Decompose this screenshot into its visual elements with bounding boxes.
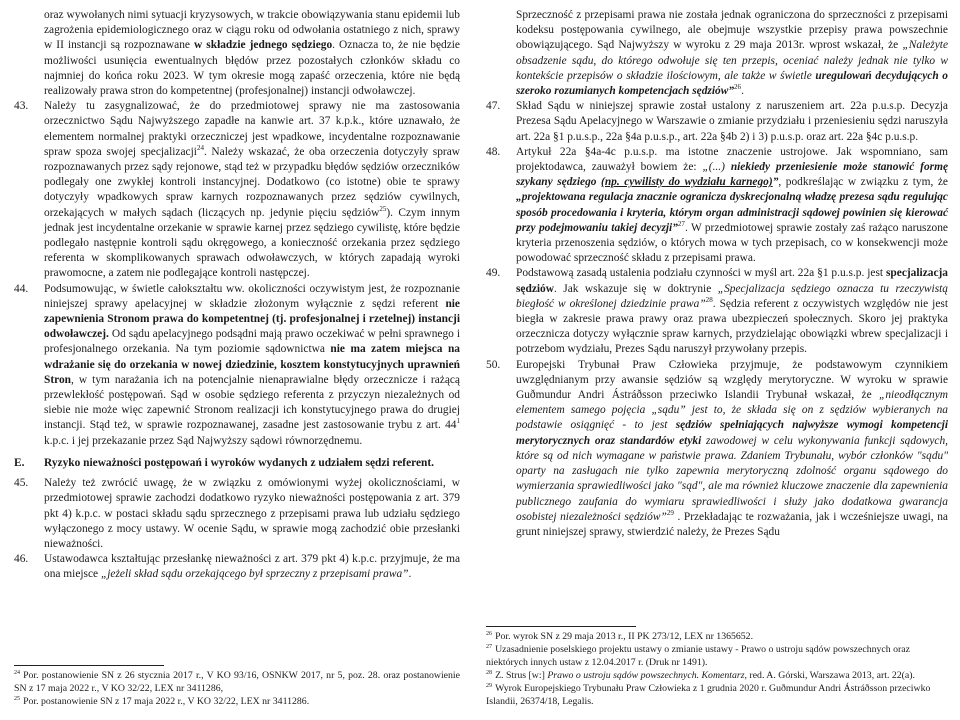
paragraph-number: 47. xyxy=(486,100,501,113)
text-run: . Sędzia referent z oczywistych względów nie jest biegła w zakresie prawa prawy oraz prawa ubezpieczeń społecznych. Skoro jej praktyka orzecznicza dotyczy wyłącznie spraw karnych, przydzielając obowiązki wbrew specjalizacji i potrzebom wydziału, Prezes Sądu naruszył przywołany przepis. xyxy=(516,297,949,356)
text-run: . Oznacza to, że nie będzie możliwości usunięcia ewentualnych błędów przez pozostałych członków składu co najmniej do końca roku 2023. W tym okresie mogą zapaść orzeczenia, które nie będą realizowały prawa stron do kompetentnej (profesjonalnej) instancji odwoławczej. xyxy=(44,39,460,98)
paragraph-text xyxy=(44,476,460,552)
text-run: specjalizacja sędziów xyxy=(516,267,948,295)
paragraph-text xyxy=(516,358,948,540)
text-run: Sprzeczność z przepisami prawa nie została jednak ograniczona do sprzeczności z przepisami kodeksu postępowania cywilnego, ale obejmuje wszystkie przepisy prawa powszechnie obowiązującego. Sąd Najwyższy w wyroku z 29 maja 2013r. wprost wskazał, że xyxy=(516,9,948,52)
text-run: nie ma zatem miejsca na wdrażanie się do orzekania w nowej dziedzinie, kosztem konstytucyjnych uprawnień Stron xyxy=(44,343,460,386)
footnote-marker: 25 xyxy=(14,695,21,702)
text-run: (np. cywilisty do wydziału karnego) xyxy=(601,176,773,189)
paragraph-number xyxy=(486,8,516,99)
paragraph xyxy=(486,358,948,540)
paragraph-text xyxy=(516,99,948,145)
text-run: . Jak wskazuje się w doktrynie xyxy=(553,282,718,295)
footnote-ref: 24 xyxy=(196,144,204,153)
text-run: Z. Strus [w:] xyxy=(495,670,548,681)
text-run: Ustawodawca kształtując przesłankę nieważności z art. 379 pkt 4) k.p.c. przyjmuje, że ma ona miejsce xyxy=(44,553,460,581)
paragraph-number: 49. xyxy=(486,267,501,280)
footnote xyxy=(486,643,948,669)
paragraph xyxy=(486,99,948,145)
text-run: uregulowań decydujących o szeroko rozumianych kompetencjach sędziów” xyxy=(516,69,948,98)
paragraph-text xyxy=(44,282,460,449)
text-run: Prawo o ustroju sądów powszechnych. Komentarz xyxy=(547,670,745,681)
paragraph xyxy=(14,552,460,582)
text-run: Europejski Trybunał Praw Człowieka przyjmuje, że podstawowym czynnikiem uwzględnianym przy awansie sędziów są względy merytoryczne. W wyroku w sprawie Guðmundur Andri Ástráðsson przeciwko Islandii Trybunał wskazał, że xyxy=(516,358,948,402)
text-run: niekiedy przeniesienie może stanowić formę szykany sędziego xyxy=(516,161,949,189)
text-run: oraz wywołanych nimi sytuacji kryzysowych, w trakcie obowiązywania stanu epidemii lub zagrożenia epidemiologicznego oraz w ciągu roku od odwołania ostatniego z nich, sprawy w II instancji są rozpoznawane xyxy=(44,9,460,52)
text-run: . Przekładając te rozważania, jak i wcześniejsze uwagi, na grunt niniejszej sprawy, stwierdzić należy, że Prezes Sądu xyxy=(516,510,948,538)
paragraph-number: 43. xyxy=(14,100,29,113)
text-run: zawodowej w celu wykonywania funkcji sądowych, które są od nich wymagane w państwie prawa. Zdaniem Trybunału, wybór członków "sądu" oparty na zasługach nie tylko zapewnia merytoryczną zdolność organu sądowego do wymierzania sprawiedliwości jako "sąd", ale ma również kluczowe znaczenie dla zapewnienia publicznego zaufania do wymiaru sprawiedliwości i służy jako dodatkowa gwarancja osobistej niezależności sędziów” xyxy=(516,434,948,523)
text-run: „jeżeli skład sądu orzekającego był sprzeczny z przepisami prawa” xyxy=(100,568,409,581)
text-run: Podsumowując, w świetle całokształtu ww. okoliczności oczywistym jest, że rozpoznanie niniejszej sprawy apelacyjnej w składzie złożonym wyłącznie z sędzi referent xyxy=(44,282,460,310)
footnote-ref: 26 xyxy=(734,83,742,92)
paragraph-number: 44. xyxy=(14,282,29,295)
text-run: Należy też zwrócić uwagę, że w związku z omówionymi wyżej okolicznościami, w przedmiotowej sprawie zachodzi dodatkowo ryzyko nieważności postępowania z art. 379 pkt 4) k.p.c. w postaci składu sądu sprzecznego z przepisami prawa lub udziału sędziego wyłączonego z mocy ustawy. W ocenie Sądu, w sprawie mogą zachodzić obie przesłanki nieważności. xyxy=(44,477,460,550)
section-heading xyxy=(14,456,460,471)
paragraph xyxy=(486,8,948,99)
text-run: , podkreślając w związku z tym, że xyxy=(778,176,948,189)
text-run: . xyxy=(408,568,412,581)
footnote-ref: 25 xyxy=(379,204,387,213)
footnote-marker: 29 xyxy=(486,682,493,689)
text-run: Od sądu apelacyjnego podsądni mają prawo oczekiwać w pełni sprawnego i profesjonalnego orzekania. Na tym poziomie sądownictwa xyxy=(44,328,460,356)
paragraph xyxy=(486,266,948,357)
text-run: , w tym narażania ich na potencjalnie nienaprawialne błędy orzecznicze i rażącą przewlekłość postępowań. Sąd w osobie sędziego referenta z przyczyn niezależnych od siebie nie może więc zapewnić Stronom realizacji ich konstytucyjnego prawa do drugiej instancji. Stąd też, w sprawie rozpoznawanej, zasadne jest zastosowanie trybu z art. 44 xyxy=(44,373,460,432)
text-run: Należy tu zasygnalizować, że do przedmiotowej sprawy nie ma zastosowania orzecznictwo Sądu Najwyższego zapadłe na kanwie art. 37 k.p.k., które uznawało, że elementem normalnej praktyki orzeczniczej jest wpadkowe, incydentalne rozpoznawanie spraw spoza swojej specjalizacji xyxy=(44,100,460,158)
footnote-ref: 1 xyxy=(456,417,460,426)
footnote xyxy=(486,682,948,708)
text-run: Ryzyko nieważności postępowań i wyroków wydanych z udziałem sędzi referent. xyxy=(44,456,435,469)
footnote-marker: 27 xyxy=(486,643,493,650)
paragraph-text xyxy=(44,8,460,99)
paragraph-number: 48. xyxy=(486,145,501,158)
text-run: nie zapewnienia Stronom prawa do kompetentnej (tj. profesjonalnej i rzetelnej) instancji odwoławczej. xyxy=(44,297,460,341)
text-run: Por. postanowienie SN z 26 stycznia 2017 r., V KO 93/16, OSNKW 2017, nr 5, poz. 28. oraz postanowienie SN z 17 maja 2022 r., V KO 32/22, LEX nr 3411286, xyxy=(14,670,460,694)
paragraph xyxy=(14,282,460,449)
text-run: Artykuł 22a §4a-4c p.u.s.p. ma istotne znaczenie ustrojowe. Jak wspomniano, sam projektodawca, zauważył bowiem że: xyxy=(516,145,948,174)
right-footnotes xyxy=(486,630,948,708)
paragraph-text xyxy=(44,99,460,281)
footnote-marker: 28 xyxy=(486,669,493,676)
paragraph-number: 45. xyxy=(14,477,29,490)
text-run: Skład Sądu w niniejszej sprawie został ustalony z naruszeniem art. 22a p.u.s.p. Decyzja Prezesa Sądu Apelacyjnego w Warszawie o zmianie przydziału i przeniesieniu sędzi naruszyła art. 22a §1 p.u.s.p., 22a §4a p.u.s.p., art. 22a §4b 2) i 3) p.u.s.p. oraz art. 22a §4c p.u.s.p. xyxy=(516,100,948,143)
paragraph-text xyxy=(516,266,948,357)
text-run: „projektowana regulacja znacznie ogranicza dyskrecjonalną władzę prezesa sądu regulując sposób procedowania i kryteria, którym organ administracji sądowej powinien się kierować przy podejmowaniu takiej decyzji” xyxy=(516,191,948,234)
footnote-marker: 26 xyxy=(486,630,493,637)
paragraph xyxy=(14,8,460,99)
left-column xyxy=(14,8,460,710)
left-column-paragraphs xyxy=(14,8,460,583)
footnote xyxy=(486,630,948,643)
text-run: Uzasadnienie poselskiego projektu ustawy o zmianie ustawy - Prawo o ustroju sądów powszechnych oraz niektórych innych ustaw z 12.04.2017 r. (Druk nr 1491). xyxy=(486,644,910,668)
right-column-paragraphs xyxy=(486,8,948,540)
text-run: . Należy wskazać, że oba orzeczenia dotyczyły spraw rozpoznawanych przez sądy rejonowe, stąd też w przypadku błędów sędziów orzeczników podlegały one zwykłej kontroli instancyjnej. Dodatkowo (co istotne) obie te sprawy dotyczyły wpadkowych spraw karnych rozpoznawanych przez sędziów cywilnych, orzekających w małych sądach (liczących np. jedynie pięciu sędziów xyxy=(44,145,460,219)
paragraph-number xyxy=(14,8,44,99)
paragraph-number: 46. xyxy=(14,553,29,566)
footnote-ref: 28 xyxy=(705,296,713,305)
text-run: „Należyte obsadzenie sądu, do którego odwołuje się ten przepis, oceniać należy jednak nie tylko w kontekście przepisów o składzie ilościowym, ale także w świetle xyxy=(516,39,948,82)
footnote-marker: 24 xyxy=(14,669,21,676)
text-run: Por. postanowienie SN z 17 maja 2022 r., V KO 32/22, LEX nr 3411286. xyxy=(23,696,310,707)
paragraph-text xyxy=(516,145,948,267)
text-run: ” xyxy=(772,176,779,189)
footnote xyxy=(486,669,948,682)
paragraph-text xyxy=(44,552,460,582)
footnote-ref: 27 xyxy=(677,220,685,229)
left-footnote-block xyxy=(14,660,460,710)
footnote-separator xyxy=(14,665,164,666)
footnote-separator xyxy=(486,626,636,627)
paragraph-number: E. xyxy=(14,456,25,469)
text-run: „Specjalizacja sędziego oznacza tu rzeczywistą biegłość w określonej dziedzinie prawa” xyxy=(516,282,948,310)
text-run: Por. wyrok SN z 29 maja 2013 r., II PK 273/12, LEX nr 1365652. xyxy=(495,631,754,642)
text-run: Podstawową zasadą ustalenia podziału czynności w myśl art. 22a §1 p.u.s.p. jest xyxy=(516,267,886,280)
text-run: k.p.c. i jej przekazanie przez Sąd Najwyższy sądowi równorzędnemu. xyxy=(44,434,363,447)
paragraph-number: 50. xyxy=(486,358,501,371)
text-run: sędziów spełniających najwyższe wymogi kompetencji merytorycznych oraz standardów etyki xyxy=(516,419,948,447)
footnote xyxy=(14,669,460,695)
paragraph xyxy=(14,99,460,281)
right-column xyxy=(486,8,948,710)
text-run: . W przedmiotowej sprawie zostały zaś rażąco naruszone kryteria przenoszenia sędziów, o których mowa w tych przepisach, co w konsekwencji może powodować sprzeczność składu z przepisami prawa. xyxy=(516,221,948,265)
text-run: . xyxy=(741,85,744,98)
text-run: „nieodłącznym elementem samego pojęcia „sądu” jest to, że składa się on z sędziów wybieranych na podstawie osiągnięć - to jest xyxy=(516,389,948,432)
footnote-ref: 29 xyxy=(666,508,674,517)
paragraph xyxy=(14,476,460,552)
text-run: w składzie jednego sędziego xyxy=(194,39,333,52)
text-run: „(...) xyxy=(702,161,731,174)
paragraph-text xyxy=(516,8,948,99)
paragraph-text xyxy=(44,456,460,471)
right-footnote-block xyxy=(486,621,948,710)
footnote xyxy=(14,695,460,708)
left-footnotes xyxy=(14,669,460,708)
text-run: Wyrok Europejskiego Trybunału Praw Człowieka z 1 grudnia 2020 r. Guðmundur Andri Ástráðsson przeciwko Islandii, 26374/18, Legalis. xyxy=(486,683,931,707)
paragraph xyxy=(486,145,948,267)
text-run: ). Czym innym jednak jest incydentalne orzekanie w sprawie karnej przez sędziego cywilistę, które będzie podlegało następnie kontroli sądu okręgowego, a konieczność orzekania przez sędziego referenta w skomplikowanych sprawach odwoławczych, w których zapadają wyroki prawomocne, a zatem nie podlegające kontroli następczej. xyxy=(44,206,461,280)
text-run: , red. A. Górski, Warszawa 2013, art. 22(a). xyxy=(744,670,915,681)
